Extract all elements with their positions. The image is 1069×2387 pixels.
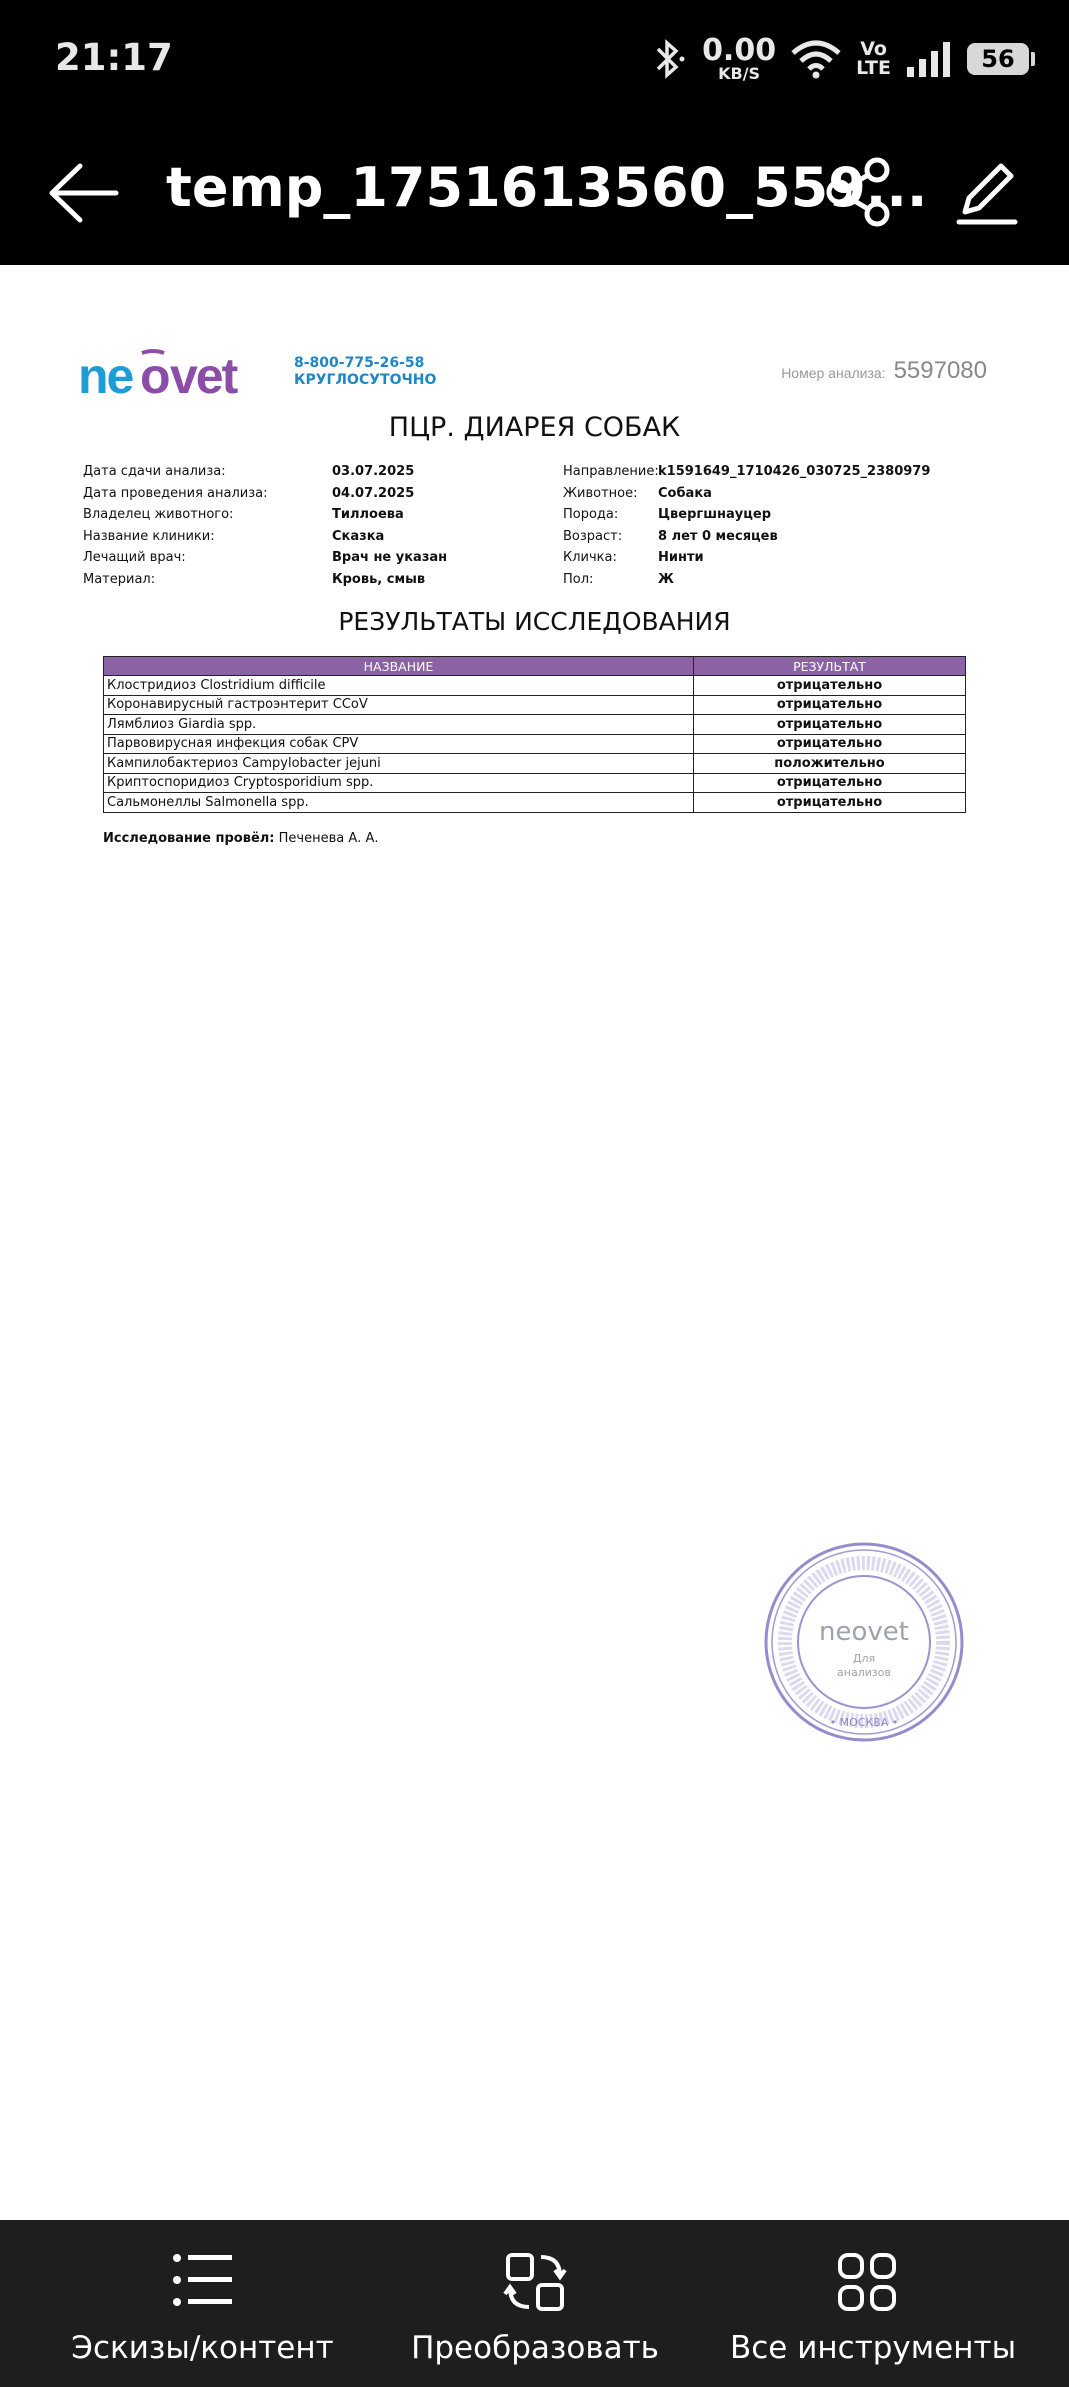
test-result: положительно	[694, 754, 966, 774]
test-result: отрицательно	[694, 695, 966, 715]
convert-label: Преобразовать	[411, 2330, 659, 2366]
contact-hours: КРУГЛОСУТОЧНО	[294, 372, 437, 388]
status-bar	[0, 0, 1069, 120]
all-tools-button[interactable]	[730, 2220, 1017, 2387]
test-name: Лямблиоз Giardia spp.	[104, 715, 694, 735]
analysis-number-value: 5597080	[893, 357, 987, 384]
clock: 21:17	[55, 36, 173, 79]
network-speed: 0.00 KB/S	[702, 33, 777, 83]
info-value: Цвергшнауцер	[658, 507, 771, 523]
researcher-name: Печенева А. А.	[278, 831, 379, 846]
test-name: Сальмонеллы Salmonella spp.	[104, 793, 694, 813]
info-label: Владелец животного:	[83, 507, 234, 523]
info-value: Кровь, смыв	[332, 571, 426, 587]
convert-icon	[505, 2252, 565, 2312]
test-name: Кампилобактериоз Campylobacter jejuni	[104, 754, 694, 774]
table-row	[104, 773, 966, 793]
back-arrow-icon[interactable]	[44, 158, 124, 228]
test-result: отрицательно	[694, 676, 966, 696]
column-header-name: НАЗВАНИЕ	[104, 657, 694, 676]
info-label: Животное:	[563, 485, 638, 501]
info-value: 03.07.2025	[332, 464, 415, 479]
neovet-logo	[78, 347, 250, 405]
status-icons	[648, 34, 1029, 84]
app-bar	[0, 120, 1069, 265]
info-value: Собака	[658, 485, 712, 501]
info-value: Сказка	[332, 528, 385, 544]
svg-text:• МОСКВА •: • МОСКВА •	[829, 1716, 899, 1729]
info-value: Ж	[658, 571, 674, 587]
analysis-number	[781, 357, 987, 385]
wifi-icon	[790, 39, 842, 79]
bluetooth-icon	[648, 37, 688, 81]
svg-text:Для: Для	[852, 1652, 876, 1665]
all-tools-label: Все инструменты	[730, 2330, 1017, 2366]
contact-info	[294, 355, 436, 389]
test-name: Криптоспоридиоз Cryptosporidium spp.	[104, 773, 694, 793]
test-result: отрицательно	[694, 715, 966, 735]
document-title: temp_1751613560_559...	[166, 156, 928, 219]
bottom-toolbar	[0, 2220, 1069, 2387]
table-row	[104, 715, 966, 735]
info-right-labels	[563, 461, 659, 591]
thumbnails-label: Эскизы/контент	[71, 2330, 334, 2366]
info-label: Кличка:	[563, 550, 617, 566]
info-value: Врач не указан	[332, 550, 448, 566]
info-value: k1591649_1710426_030725_2380979	[658, 464, 931, 479]
info-value: Нинти	[658, 550, 704, 566]
svg-text:ne: ne	[78, 348, 133, 404]
info-value: Тиллоева	[332, 507, 404, 523]
convert-button[interactable]	[405, 2220, 665, 2387]
list-icon	[172, 2252, 234, 2308]
table-row	[104, 793, 966, 813]
info-value: 8 лет 0 месяцев	[658, 528, 778, 544]
analysis-title: ПЦР. ДИАРЕЯ СОБАК	[388, 412, 681, 443]
contact-phone[interactable]: 8-800-775-26-58	[294, 355, 425, 371]
info-value: 04.07.2025	[332, 485, 415, 501]
grid-icon	[837, 2252, 897, 2312]
edit-pencil-icon[interactable]	[955, 156, 1020, 228]
test-result: отрицательно	[694, 734, 966, 754]
info-label: Пол:	[563, 571, 594, 587]
table-row	[104, 734, 966, 754]
test-result: отрицательно	[694, 773, 966, 793]
test-name: Коронавирусный гастроэнтерит CCoV	[104, 695, 694, 715]
researcher-label: Исследование провёл:	[103, 831, 275, 846]
share-icon[interactable]	[825, 156, 895, 228]
info-label: Направление:	[563, 464, 659, 479]
info-left-labels	[83, 461, 268, 591]
test-name: Клостридиоз Clostridium difficile	[104, 676, 694, 696]
thumbnails-button[interactable]	[60, 2220, 345, 2387]
signal-icon	[905, 39, 953, 79]
test-name: Парвовирусная инфекция собак CPV	[104, 734, 694, 754]
info-label: Дата проведения анализа:	[83, 485, 268, 501]
results-table	[103, 656, 966, 813]
table-header-row	[104, 657, 966, 676]
info-right-values	[658, 461, 930, 591]
info-label: Лечащий врач:	[83, 550, 186, 566]
info-left-values	[332, 461, 447, 591]
svg-text:vet: vet	[170, 348, 237, 404]
table-row	[104, 754, 966, 774]
pdf-page[interactable]	[0, 265, 1069, 2220]
analysis-number-label: Номер анализа:	[781, 365, 886, 381]
results-title: РЕЗУЛЬТАТЫ ИССЛЕДОВАНИЯ	[338, 607, 731, 636]
table-row	[104, 695, 966, 715]
info-label: Порода:	[563, 507, 619, 523]
info-label: Дата сдачи анализа:	[83, 464, 226, 479]
svg-text:neovet: neovet	[819, 1617, 909, 1647]
svg-text:o: o	[140, 348, 169, 404]
svg-text:анализов: анализов	[837, 1666, 891, 1679]
clinic-stamp	[762, 1540, 967, 1745]
battery-icon: 56	[967, 43, 1029, 75]
column-header-result: РЕЗУЛЬТАТ	[694, 657, 966, 676]
volte-indicator: Vo LTE	[856, 38, 891, 79]
info-label: Название клиники:	[83, 528, 215, 544]
info-label: Материал:	[83, 571, 156, 587]
table-row	[104, 676, 966, 696]
info-label: Возраст:	[563, 528, 623, 544]
test-result: отрицательно	[694, 793, 966, 813]
researcher-line	[103, 831, 379, 846]
